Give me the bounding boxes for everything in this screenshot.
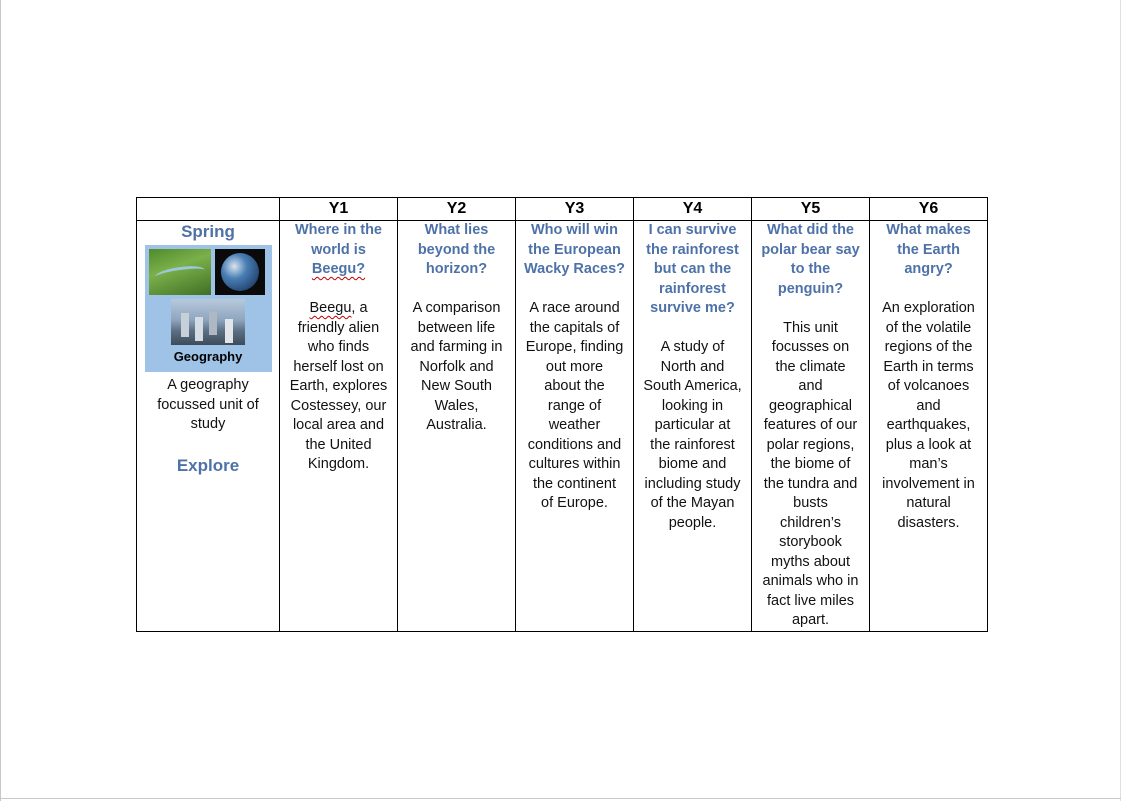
title-line (284, 260, 393, 280)
unit-title-y2 (398, 221, 515, 280)
term-desc-line: study (190, 416, 226, 432)
desc-line: fact live miles (766, 592, 855, 609)
title-line: I can survive (648, 222, 737, 238)
desc-line: and (916, 397, 941, 414)
desc-line: herself lost on (293, 358, 384, 375)
title-line: survive me? (650, 300, 735, 316)
desc-line: particular at (654, 417, 731, 433)
title-line: world is (311, 241, 366, 258)
title-line: Where in the (294, 222, 382, 238)
header-row (137, 198, 988, 221)
desc-line: the rainforest (650, 436, 735, 453)
title-line: Who will win (531, 222, 618, 238)
title-line: beyond the (417, 241, 496, 258)
spelling-flag: Beegu (309, 300, 352, 316)
unit-cell-y3 (516, 221, 634, 632)
desc-line: of the Mayan (650, 495, 735, 511)
desc-line: the continent (532, 475, 617, 492)
desc-line: weather (548, 417, 601, 433)
desc-line: out more (545, 358, 604, 375)
desc-line: local area and (292, 417, 385, 433)
desc-line: Australia. (426, 417, 487, 433)
title-line: but can the (653, 261, 732, 277)
corner-cell (137, 198, 280, 221)
desc-line: A race around (529, 300, 620, 316)
desc-line: South America, (643, 378, 742, 394)
desc-line: the tundra and (763, 475, 858, 492)
desc-line: the climate (775, 358, 846, 375)
year-header-y4: Y4 (634, 198, 752, 221)
desc-line: Costessey, our (290, 397, 387, 414)
title-line: Wacky Races? (523, 261, 626, 277)
desc-line: myths about (771, 553, 850, 570)
geography-image (145, 245, 272, 372)
title-line: penguin? (777, 280, 844, 297)
unit-desc-y2 (398, 299, 515, 436)
title-line: What lies (424, 222, 489, 238)
year-header-y3: Y3 (516, 198, 634, 221)
desc-line: A comparison (412, 300, 501, 316)
spring-cell (137, 221, 280, 632)
unit-title-y4 (634, 221, 751, 319)
earth-photo (215, 249, 265, 295)
curriculum-table (136, 197, 988, 632)
desc-line: man’s (909, 456, 948, 472)
desc-line: including study (644, 475, 741, 492)
year-header-y6: Y6 (870, 198, 988, 221)
desc-line: A study of (660, 339, 725, 355)
desc-line: involvement in (882, 475, 975, 492)
title-line: to the (790, 261, 831, 277)
unit-title-y3 (516, 221, 633, 280)
desc-line: Earth in terms (883, 358, 974, 375)
desc-line: the capitals of (529, 319, 620, 336)
unit-desc-y4 (634, 338, 751, 533)
desc-line: disasters. (897, 514, 960, 531)
desc-line: children’s (780, 514, 841, 531)
desc-line: apart. (791, 612, 830, 628)
year-header-y2: Y2 (398, 198, 516, 221)
term-desc-line: focussed unit of (157, 396, 259, 413)
unit-cell-y4 (634, 221, 752, 632)
title-line: horizon? (425, 261, 488, 277)
desc-line: who finds (307, 339, 370, 355)
desc-line: friendly alien (297, 319, 380, 336)
unit-desc-y5 (752, 319, 869, 631)
desc-line: about the (544, 378, 605, 394)
unit-title-y6 (870, 221, 987, 280)
desc-line: This unit (783, 319, 838, 336)
title-line: rainforest (659, 280, 726, 297)
desc-line: people. (668, 514, 717, 531)
desc-line: the United (305, 436, 372, 453)
desc-line: natural (906, 495, 951, 511)
desc-line: between life (417, 319, 496, 336)
desc-line: looking in (661, 397, 724, 414)
desc-line: features of our (763, 417, 858, 433)
desc-line: the biome of (770, 456, 851, 472)
title-line: polar bear say (761, 241, 860, 258)
unit-cell-y6 (870, 221, 988, 632)
year-header-y1: Y1 (280, 198, 398, 221)
desc-line: Kingdom. (307, 456, 370, 472)
title-line: the Earth (897, 241, 960, 258)
desc-line: regions of the (884, 339, 973, 355)
desc-line: busts (793, 495, 828, 511)
river-photo (149, 249, 211, 295)
desc-line: and farming in (410, 339, 503, 355)
desc-line: focusses on (771, 339, 850, 355)
desc-line: Europe, finding (525, 339, 624, 355)
desc-line: cultures within (528, 456, 621, 472)
desc-line: conditions and (527, 436, 622, 453)
term-desc-line: A geography (167, 377, 249, 393)
desc-line: Beegu, a (309, 300, 368, 316)
unit-title-y5 (752, 221, 869, 299)
desc-line: range of (547, 397, 602, 414)
desc-line: and (798, 378, 823, 394)
body-row (137, 221, 988, 632)
title-line: angry? (904, 261, 953, 277)
desc-line: earthquakes, (886, 417, 971, 433)
title-line: the rainforest (646, 241, 739, 258)
spelling-flag: Beegu? (311, 261, 366, 277)
unit-title-y1 (280, 221, 397, 280)
title-line: the European (528, 241, 621, 258)
unit-desc-y3 (516, 299, 633, 514)
title-line: What makes (886, 222, 971, 238)
page-edge-left (0, 0, 1, 801)
desc-line: North and (660, 358, 725, 375)
desc-line: Norfolk and (419, 358, 494, 375)
desc-line: of Europe. (541, 495, 608, 511)
desc-line: Earth, explores (289, 378, 388, 394)
geography-image-label: Geography (173, 349, 243, 364)
page-edge-bottom (0, 798, 1121, 799)
term-title: Spring (181, 222, 235, 241)
unit-cell-y2 (398, 221, 516, 632)
desc-line: An exploration (882, 300, 975, 316)
unit-desc-y1 (280, 299, 397, 475)
unit-cell-y1 (280, 221, 398, 632)
unit-cell-y5 (752, 221, 870, 632)
unit-desc-y6 (870, 299, 987, 533)
explore-label: Explore (176, 455, 240, 475)
term-description (137, 376, 279, 435)
desc-line: polar regions, (766, 436, 855, 453)
desc-line: storybook (779, 534, 842, 550)
desc-line: New South (421, 378, 492, 394)
desc-line: biome and (658, 456, 727, 472)
desc-line: of the volatile (885, 319, 972, 336)
desc-line: geographical (768, 397, 853, 414)
desc-line: Wales, (434, 397, 479, 414)
city-photo (171, 299, 245, 345)
year-header-y5: Y5 (752, 198, 870, 221)
desc-line: animals who in (762, 573, 859, 589)
desc-line: of volcanoes (887, 378, 970, 394)
desc-line: plus a look at (885, 436, 972, 453)
title-line: What did the (767, 222, 854, 238)
